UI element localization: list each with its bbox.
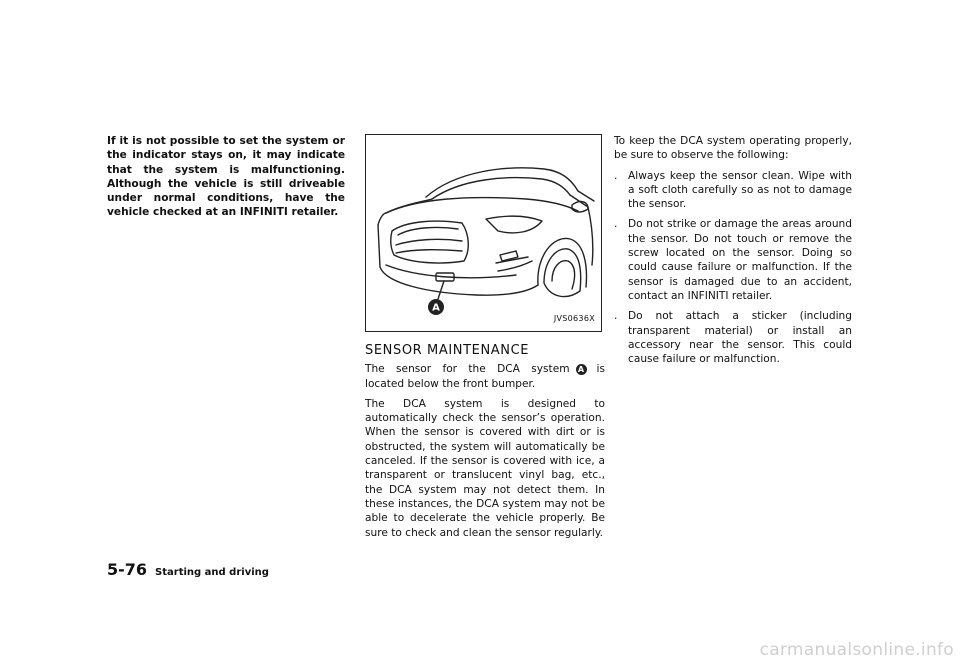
sensor-location-paragraph: [365, 362, 605, 391]
figure-code: JVS0636X: [553, 313, 595, 323]
column-middle: [365, 134, 605, 546]
vehicle-sensor-figure: [365, 134, 602, 332]
sensor-location-text-1: The sensor for the DCA system: [365, 363, 570, 376]
column-right: [614, 134, 852, 372]
list-item: [614, 217, 852, 303]
bullet-mark: .: [614, 218, 618, 231]
car-illustration: [366, 135, 600, 330]
list-item: [614, 309, 852, 366]
sensor-location-text-2: is located below the front bumper.: [365, 363, 605, 390]
auto-check-paragraph: The DCA system is designed to automatically check the sensor’s operation. When the sensor is covered with dirt or is obstructed, the system will automatically be canceled. If the sensor is covered with ice, a transparent or translucent vinyl bag, etc., the DCA system may not detect them. In these instances, the DCA system may not be able to decelerate the vehicle properly. Be sure to check and clean the sensor regularly.: [365, 397, 605, 539]
callout-a-label: A: [432, 302, 440, 314]
malfunction-warning: If it is not possible to set the system or the indicator stays on, it may indicate that the system is malfunctioning. Although the vehicle is still driveable under normal conditions, have the vehicle checked at an INFINITI retailer.: [107, 135, 345, 219]
list-item-text: Always keep the sensor clean. Wipe with a soft cloth carefully so as not to damage the sensor.: [628, 169, 852, 211]
page-number: 5-76: [107, 560, 148, 579]
site-watermark: carmanualsonline.info: [759, 640, 954, 660]
list-item-text: Do not attach a sticker (including transparent material) or install an accessory near the sensor. This could cause failure or malfunction.: [628, 310, 852, 366]
bullet-mark: .: [614, 310, 618, 323]
maintenance-list: [614, 169, 852, 367]
maintenance-intro: To keep the DCA system operating properly, be sure to observe the following:: [614, 135, 852, 162]
list-item: [614, 169, 852, 212]
list-item-text: Do not strike or damage the areas around the sensor. Do not touch or remove the screw located on the sensor. Doing so could cause failure or malfunction. If the sensor is damaged due to an accident, contact an INFINITI retailer.: [628, 218, 852, 302]
section-heading: SENSOR MAINTENANCE: [365, 343, 530, 358]
section-name: Starting and driving: [155, 567, 269, 578]
inline-a-marker: A: [576, 364, 587, 375]
bullet-mark: .: [614, 169, 618, 182]
column-left: [107, 134, 345, 220]
page-footer: [107, 560, 269, 579]
